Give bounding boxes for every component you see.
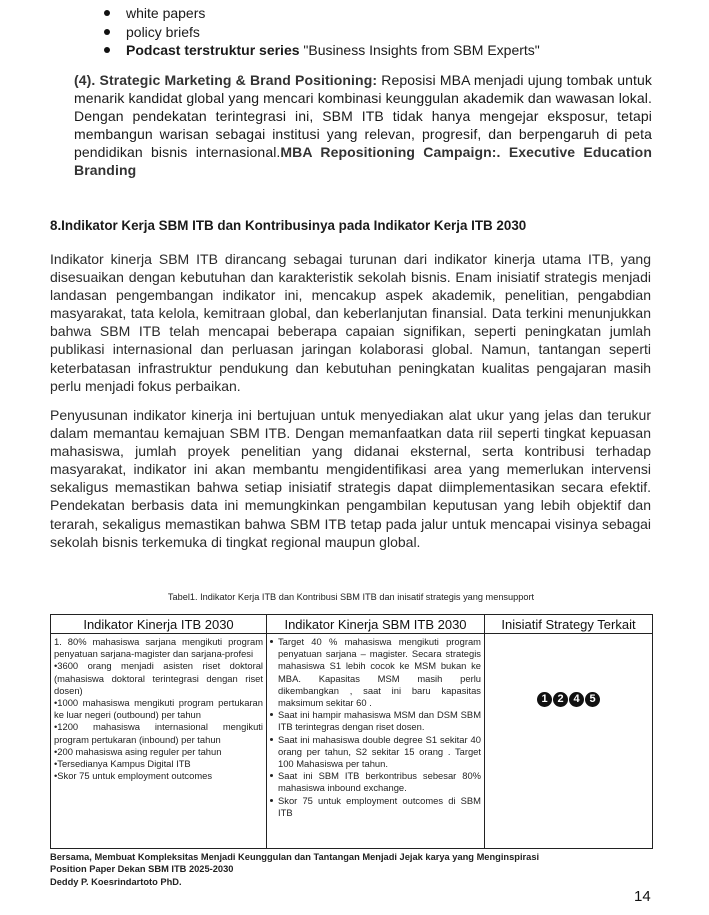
list-item: policy briefs xyxy=(104,23,540,42)
list-item: Podcast terstruktur series "Business Insights from SBM Experts" xyxy=(104,41,540,60)
section-4-closing: MBA Repositioning Campaign:. Executive Education Branding xyxy=(74,144,652,178)
itb-indicator-cell: 1. 80% mahasiswa sarjana mengikuti program penyatuan sarjana-magister dan sarjana-profesi •3600 orang menjadi asisten riset doktoral (mahasiswa doktoral terintegrasi dengan riset dosen) •1000 mahasiswa mengikuti program pertukaran ke luar negeri (outbound) per tahun •1200 mahasiswa internasional mengikuti program pertukaran (inbound) per tahun •200 mahasiswa asing reguler per tahun •Tersedianya Kampus Digital ITB •Skor 75 untuk employment outcomes xyxy=(51,634,267,849)
sbm-indicator-cell xyxy=(267,634,485,849)
table-caption: Tabel1. Indikator Kerja ITB dan Kontribusi SBM ITB dan inisatif strategis yang mensupport xyxy=(167,592,535,602)
table-header-itb: Indikator Kinerja ITB 2030 xyxy=(51,615,267,634)
initiative-badge: 2 xyxy=(553,692,568,707)
section-4-paragraph xyxy=(74,71,652,179)
list-item: white papers xyxy=(104,4,540,23)
bullet-list xyxy=(104,4,540,60)
page-footer: Bersama, Membuat Kompleksitas Menjadi Keunggulan dan Tantangan Menjadi Jejak karya yang Menginspirasi Position Paper Dekan SBM ITB 2025-2030 Deddy P. Koesrindartoto PhD. xyxy=(50,852,540,887)
list-item: Skor 75 untuk employment outcomes di SBM ITB xyxy=(270,795,481,819)
indicator-table xyxy=(50,614,653,849)
list-item: Saat ini hampir mahasiswa MSM dan DSM SBM ITB terintegras dengan riset dosen. xyxy=(270,709,481,733)
list-item: Saat ini mahasiswa double degree S1 sekitar 40 orang per tahun, S2 sekitar 15 orang . Target 100 Mahasiswa per tahun. xyxy=(270,734,481,771)
list-item: Saat ini SBM ITB berkontribus sebesar 80% mahasiswa inbound exchange. xyxy=(270,770,481,794)
section-8-paragraph-2: Penyusunan indikator kinerja ini bertujuan untuk menyediakan alat ukur yang jelas dan terukur dalam memantau kemajuan SBM ITB. Dengan memanfaatkan data riil seperti tingkat kepuasan mahasiswa, jumlah proyek penelitian yang didanai eksternal, serta kontribusi terhadap masyarakat, indikator ini akan membantu mengidentifikasi area yang memerlukan intervensi sekaligus memastikan bahwa setiap inisiatif strategis dapat diimplementasikan secara efektif. Pendekatan berbasis data ini memungkinkan pengambilan keputusan yang lebih objektif dan terarah, sekaligus memastikan bahwa SBM ITB tetap pada jalur untuk mencapai visinya sebagai sekolah bisnis terkemuka di tingkat regional maupun global. xyxy=(50,407,651,550)
initiative-cell xyxy=(485,634,653,849)
section-8-paragraph-1: Indikator kinerja SBM ITB dirancang sebagai turunan dari indikator kinerja utama ITB, yang disesuaikan dengan kebutuhan dan karakteristik sekolah bisnis. Enam inisiatif strategis menjadi landasan pengembangan indikator ini, mencakup aspek akademik, penelitian, pengabdian masyarakat, tata kelola, kemitraan global, dan keberlanjutan finansial. Data terkini menunjukkan bahwa SBM ITB telah mencapai beberapa capaian signifikan, seperti peningkatan jumlah publikasi internasional dan perluasan jaringan kolaborasi global. Namun, tantangan seperti keterbatasan infrastruktur pendukung dan kebutuhan peningkatan kualitas pengajaran masih perlu menjadi fokus perbaikan. xyxy=(50,251,651,394)
table-header-initiative: Inisiatif Strategy Terkait xyxy=(485,615,653,634)
table-header-sbm: Indikator Kinerja SBM ITB 2030 xyxy=(267,615,485,634)
section-8-heading: 8.Indikator Kerja SBM ITB dan Kontribusinya pada Indikator Kerja ITB 2030 xyxy=(50,218,527,233)
initiative-badge: 4 xyxy=(569,692,584,707)
list-item: Target 40 % mahasiswa mengikuti program penyatuan sarjana – magister. Secara strategis mahasiswa S1 lebih cocok ke MSM bukan ke MBA. Kapasitas MSM masih perlu dikembangkan , saat ini baru kapasitas maksimum sekitar 60 . xyxy=(270,636,481,709)
initiative-badge: 5 xyxy=(585,692,600,707)
initiative-badge: 1 xyxy=(537,692,552,707)
section-4-body: Reposisi MBA menjadi ujung tombak untuk menarik kandidat global yang mencari kombinasi keunggulan akademik dan wawasan lokal. Dengan pendekatan terintegrasi ini, SBM ITB tidak hanya mengejar eksposur, tetapi membangun warisan sebagai institusi yang relevan, progresif, dan berpengaruh di peta pendidikan bisnis internasional. xyxy=(74,72,652,160)
section-4-title: (4). Strategic Marketing & Brand Positioning: xyxy=(74,72,378,88)
page-number: 14 xyxy=(634,888,651,905)
